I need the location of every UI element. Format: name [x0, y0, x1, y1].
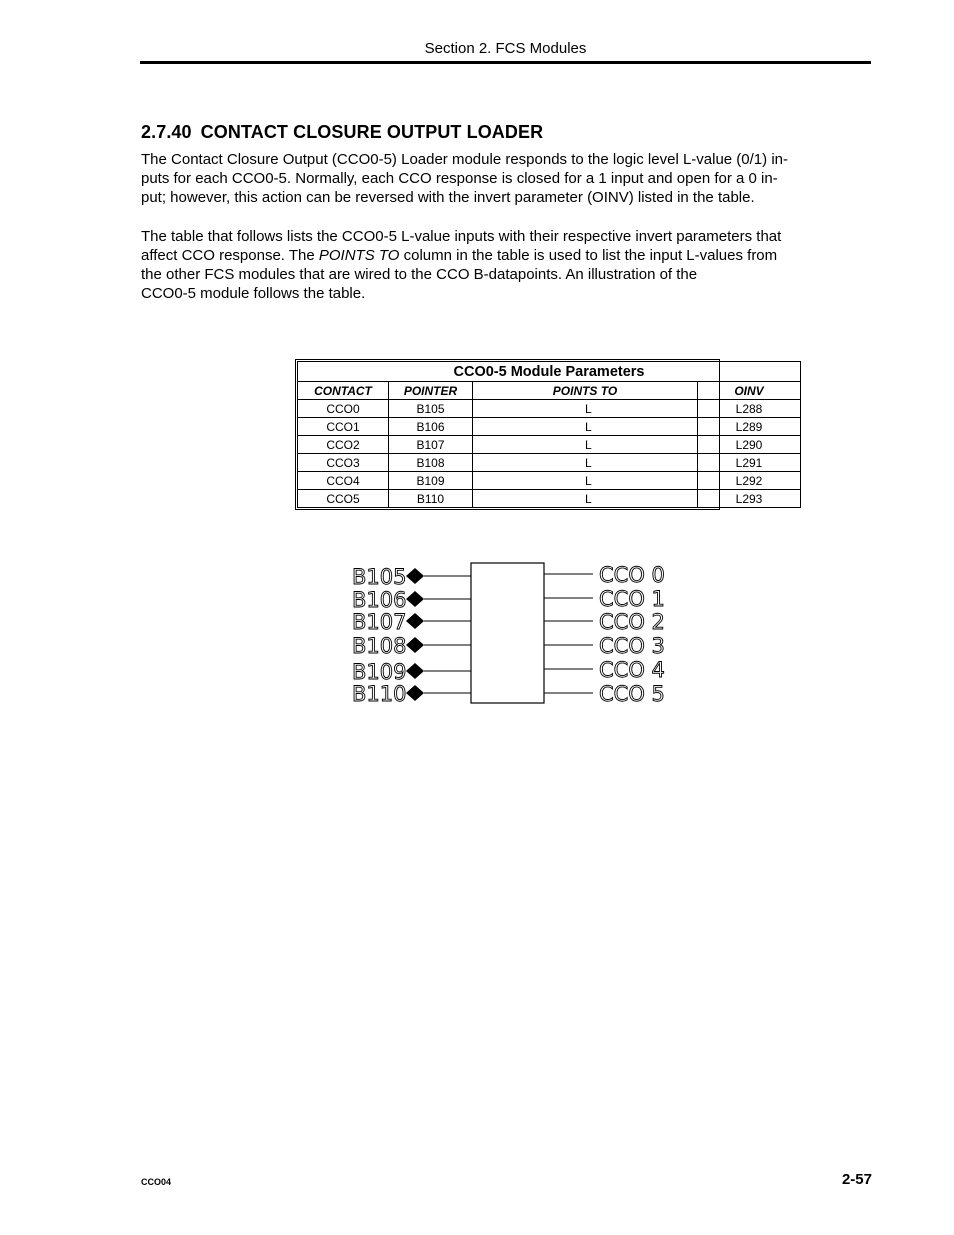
- table-row: [298, 400, 801, 418]
- header-rule: [140, 61, 871, 64]
- table-row: [298, 454, 801, 472]
- column-header-oinv: OINV: [698, 382, 801, 400]
- column-header-pointer: POINTER: [389, 382, 473, 400]
- cell-pointer: B107: [389, 436, 473, 454]
- output-pin-label: CCO 2: [599, 610, 665, 634]
- text-line: puts for each CCO0-5. Normally, each CCO response is closed for a 1 input and open for a 0 in-: [141, 170, 778, 187]
- input-pin-diamond-icon: [406, 637, 424, 653]
- cell-pointer: B108: [389, 454, 473, 472]
- output-pin-label: CCO 1: [599, 587, 665, 611]
- text-line: the other FCS modules that are wired to the CCO B-datapoints. An illustration of the: [141, 266, 698, 283]
- input-pin-label: B109: [352, 660, 407, 684]
- intro-paragraph: [141, 150, 871, 207]
- points-to-emphasis: POINTS TO: [318, 247, 400, 264]
- cell-pointer: B110: [389, 490, 473, 508]
- table-caption: CCO0-5 Module Parameters: [297, 361, 801, 381]
- input-pin-label: B105: [352, 565, 407, 589]
- section-number: 2.7.40: [141, 122, 192, 142]
- section-title: [141, 122, 543, 143]
- cell-contact: CCO2: [298, 436, 389, 454]
- cco-module-diagram: [340, 555, 680, 715]
- cell-pointer: B109: [389, 472, 473, 490]
- table-row: [298, 418, 801, 436]
- cell-oinv: L290: [698, 436, 801, 454]
- input-pin-diamond-icon: [406, 568, 424, 584]
- text-line: put; however, this action can be reversed with the invert parameter (OINV) listed in the table.: [141, 189, 755, 206]
- section-title-text: CONTACT CLOSURE OUTPUT LOADER: [200, 122, 544, 142]
- page-number: 2-57: [841, 1171, 872, 1188]
- table-row: [298, 472, 801, 490]
- column-header-points-to: POINTS TO: [473, 382, 698, 400]
- input-pin-diamond-icon: [406, 591, 424, 607]
- cell-pointer: B105: [389, 400, 473, 418]
- cell-oinv: L292: [698, 472, 801, 490]
- output-pin-label: CCO 4: [599, 658, 665, 682]
- cell-points-to: L: [473, 472, 698, 490]
- text-segment: affect CCO response. The: [141, 247, 319, 264]
- column-header-contact: CONTACT: [298, 382, 389, 400]
- cell-points-to: L: [473, 418, 698, 436]
- input-pin-label: B106: [352, 588, 407, 612]
- parameters-table: [297, 361, 801, 508]
- text-line: [141, 246, 871, 265]
- parameters-table-frame: [295, 359, 764, 510]
- module-block: [471, 563, 544, 703]
- diagram-outputs: [544, 563, 665, 706]
- text-line: The Contact Closure Output (CCO0-5) Loader module responds to the logic level L-value (0/1) in-: [141, 151, 788, 168]
- input-pin-label: B108: [352, 634, 407, 658]
- output-pin-label: CCO 5: [599, 682, 665, 706]
- input-pin-label: B107: [352, 610, 407, 634]
- cell-points-to: L: [473, 490, 698, 508]
- text-line: The table that follows lists the CCO0-5 L-value inputs with their respective invert parameters that: [141, 228, 782, 245]
- cell-contact: CCO0: [298, 400, 389, 418]
- cell-points-to: L: [473, 454, 698, 472]
- text-line: CCO0-5 module follows the table.: [141, 285, 366, 302]
- text-segment: column in the table is used to list the input L-values from: [399, 247, 778, 264]
- output-pin-label: CCO 3: [599, 634, 665, 658]
- input-pin-diamond-icon: [406, 685, 424, 701]
- cell-oinv: L289: [698, 418, 801, 436]
- document-code: CCO04: [141, 1177, 172, 1187]
- diagram-inputs: [352, 565, 471, 706]
- cell-oinv: L293: [698, 490, 801, 508]
- cell-oinv: L288: [698, 400, 801, 418]
- output-pin-label: CCO 0: [599, 563, 665, 587]
- cell-points-to: L: [473, 400, 698, 418]
- cell-pointer: B106: [389, 418, 473, 436]
- table-header-row: [298, 382, 801, 400]
- input-pin-label: B110: [352, 682, 407, 706]
- cell-contact: CCO3: [298, 454, 389, 472]
- table-description-paragraph: [141, 227, 871, 303]
- input-pin-diamond-icon: [406, 663, 424, 679]
- input-pin-diamond-icon: [406, 613, 424, 629]
- table-row: [298, 436, 801, 454]
- cell-contact: CCO1: [298, 418, 389, 436]
- running-header: Section 2. FCS Modules: [424, 40, 587, 57]
- cell-oinv: L291: [698, 454, 801, 472]
- cell-contact: CCO4: [298, 472, 389, 490]
- table-row: [298, 490, 801, 508]
- cell-contact: CCO5: [298, 490, 389, 508]
- cell-points-to: L: [473, 436, 698, 454]
